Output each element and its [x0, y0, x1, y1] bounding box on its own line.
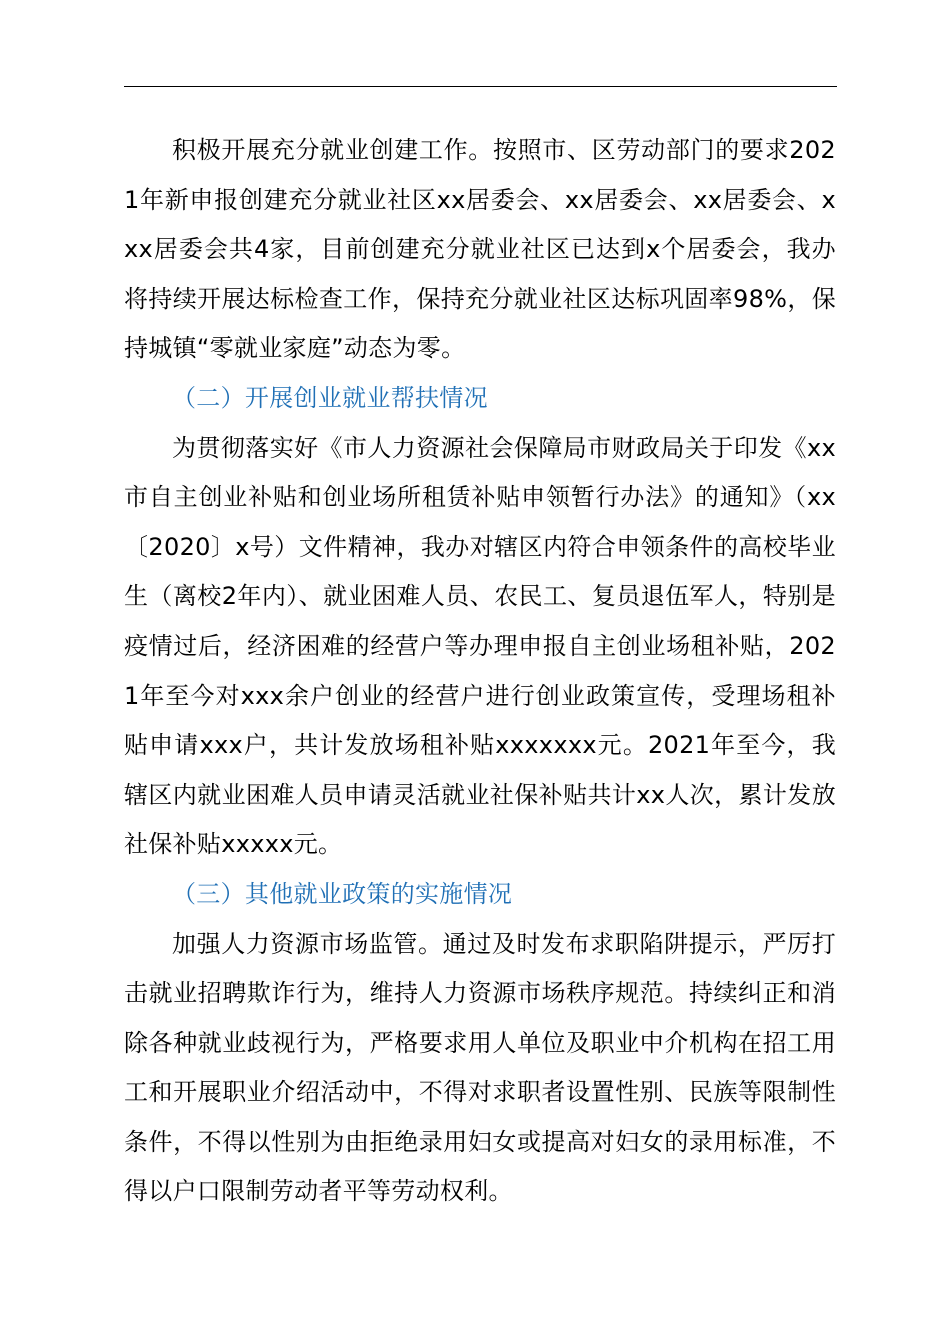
section-heading-other-policies: （三）其他就业政策的实施情况 [172, 879, 513, 908]
paragraph-entrepreneurship-support: 为贯彻落实好《市人力资源社会保障局市财政局关于印发《xx市自主创业补贴和创业场所租赁补贴申领暂行办法》的通知》（xx〔2020〕x号）文件精神，我办对辖区内符合申领条件的高校毕业生（离校2年内）、就业困难人员、农民工、复员退伍军人，特别是疫情过后，经济困难的经营户等办理申报自主创业场租补贴，2021年至今对xxx余户创业的经营户进行创业政策宣传，受理场租补贴申请xxx户，共计发放场租补贴xxxxxxx元。2021年至今，我辖区内就业困难人员申请灵活就业社保补贴共计xx人次，累计发放社保补贴xxxxx元。 [124, 433, 836, 859]
paragraph-market-supervision: 加强人力资源市场监管。通过及时发布求职陷阱提示，严厉打击就业招聘欺诈行为，维持人力资源市场秩序规范。持续纠正和消除各种就业歧视行为，严格要求用人单位及职业中介机构在招工用工和开展职业介绍活动中，不得对求职者设置性别、民族等限制性条件，不得以性别为由拒绝录用妇女或提高对妇女的录用标准，不得以户口限制劳动者平等劳动权利。 [124, 929, 836, 1206]
paragraph-full-employment: 积极开展充分就业创建工作。按照市、区劳动部门的要求2021年新申报创建充分就业社区xx居委会、xx居委会、xx居委会、xxx居委会共4家，目前创建充分就业社区已达到x个居委会，我办将持续开展达标检查工作，保持充分就业社区达标巩固率98%，保持城镇“零就业家庭”动态为零。 [124, 136, 836, 363]
section-heading-entrepreneurship: （二）开展创业就业帮扶情况 [172, 383, 488, 412]
document-body [124, 126, 836, 1217]
header-rule [124, 86, 837, 87]
